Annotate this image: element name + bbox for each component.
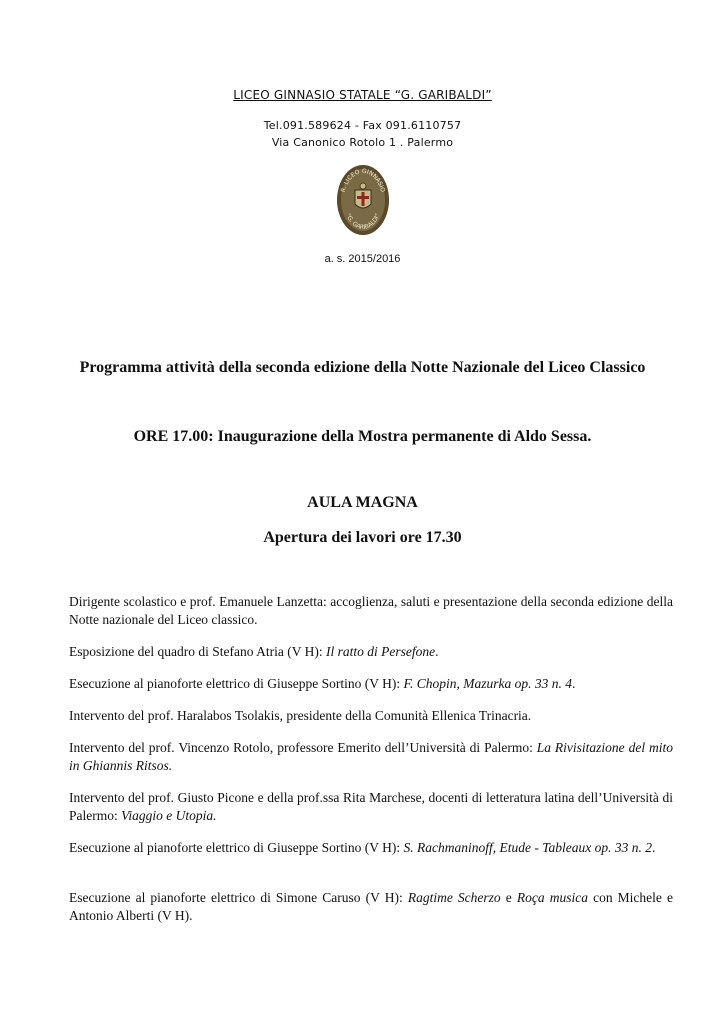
- school-address: Via Canonico Rotolo 1 . Palermo: [271, 136, 454, 149]
- school-seal-logo: [336, 164, 390, 236]
- program-title: Programma attività della seconda edizione della Notte Nazionale del Liceo Classico: [79, 359, 646, 376]
- school-name: LICEO GINNASIO STATALE “G. GARIBALDI”: [233, 88, 492, 102]
- program-item: Esecuzione al pianoforte elettrico di Giuseppe Sortino (V H): S. Rachmaninoff, Etude - Tableaux op. 33 n. 2.: [69, 840, 656, 855]
- school-year: a. s. 2015/2016: [324, 253, 401, 265]
- hall-heading: AULA MAGNA: [307, 494, 418, 511]
- opening-heading: ORE 17.00: Inaugurazione della Mostra permanente di Aldo Sessa.: [133, 428, 592, 445]
- program-item: Esposizione del quadro di Stefano Atria (V H): Il ratto di Persefone.: [69, 644, 439, 659]
- program-item: Intervento del prof. Vincenzo Rotolo, professore Emerito dell’Università di Palermo: La Rivisitazione del mito in Ghiannis Ritsos.: [69, 740, 673, 773]
- program-item: Esecuzione al pianoforte elettrico di Giuseppe Sortino (V H): F. Chopin, Mazurka op. 33 n. 4.: [69, 676, 576, 691]
- seal-text-bottom: “G. GARIBALDI”: [344, 212, 382, 232]
- program-item: Intervento del prof. Haralabos Tsolakis, presidente della Comunità Ellenica Trinacria.: [69, 708, 532, 723]
- program-item: Esecuzione al pianoforte elettrico di Simone Caruso (V H): Ragtime Scherzo e Roça musica con Michele e Antonio Alberti (V H).: [69, 890, 674, 923]
- start-heading: Apertura dei lavori ore 17.30: [263, 529, 462, 546]
- program-item: Intervento del prof. Giusto Picone e della prof.ssa Rita Marchese, docenti di letteratura latina dell’Università di Palermo: Viaggio e Utopia.: [69, 790, 673, 823]
- school-telephone: Tel.091.589624 - Fax 091.6110757: [263, 119, 462, 132]
- program-item: Dirigente scolastico e prof. Emanuele Lanzetta: accoglienza, saluti e presentazione della seconda edizione della Notte nazionale del Liceo classico.: [69, 594, 673, 627]
- seal-text-top: R. LICEO GINNASIO: [339, 167, 387, 194]
